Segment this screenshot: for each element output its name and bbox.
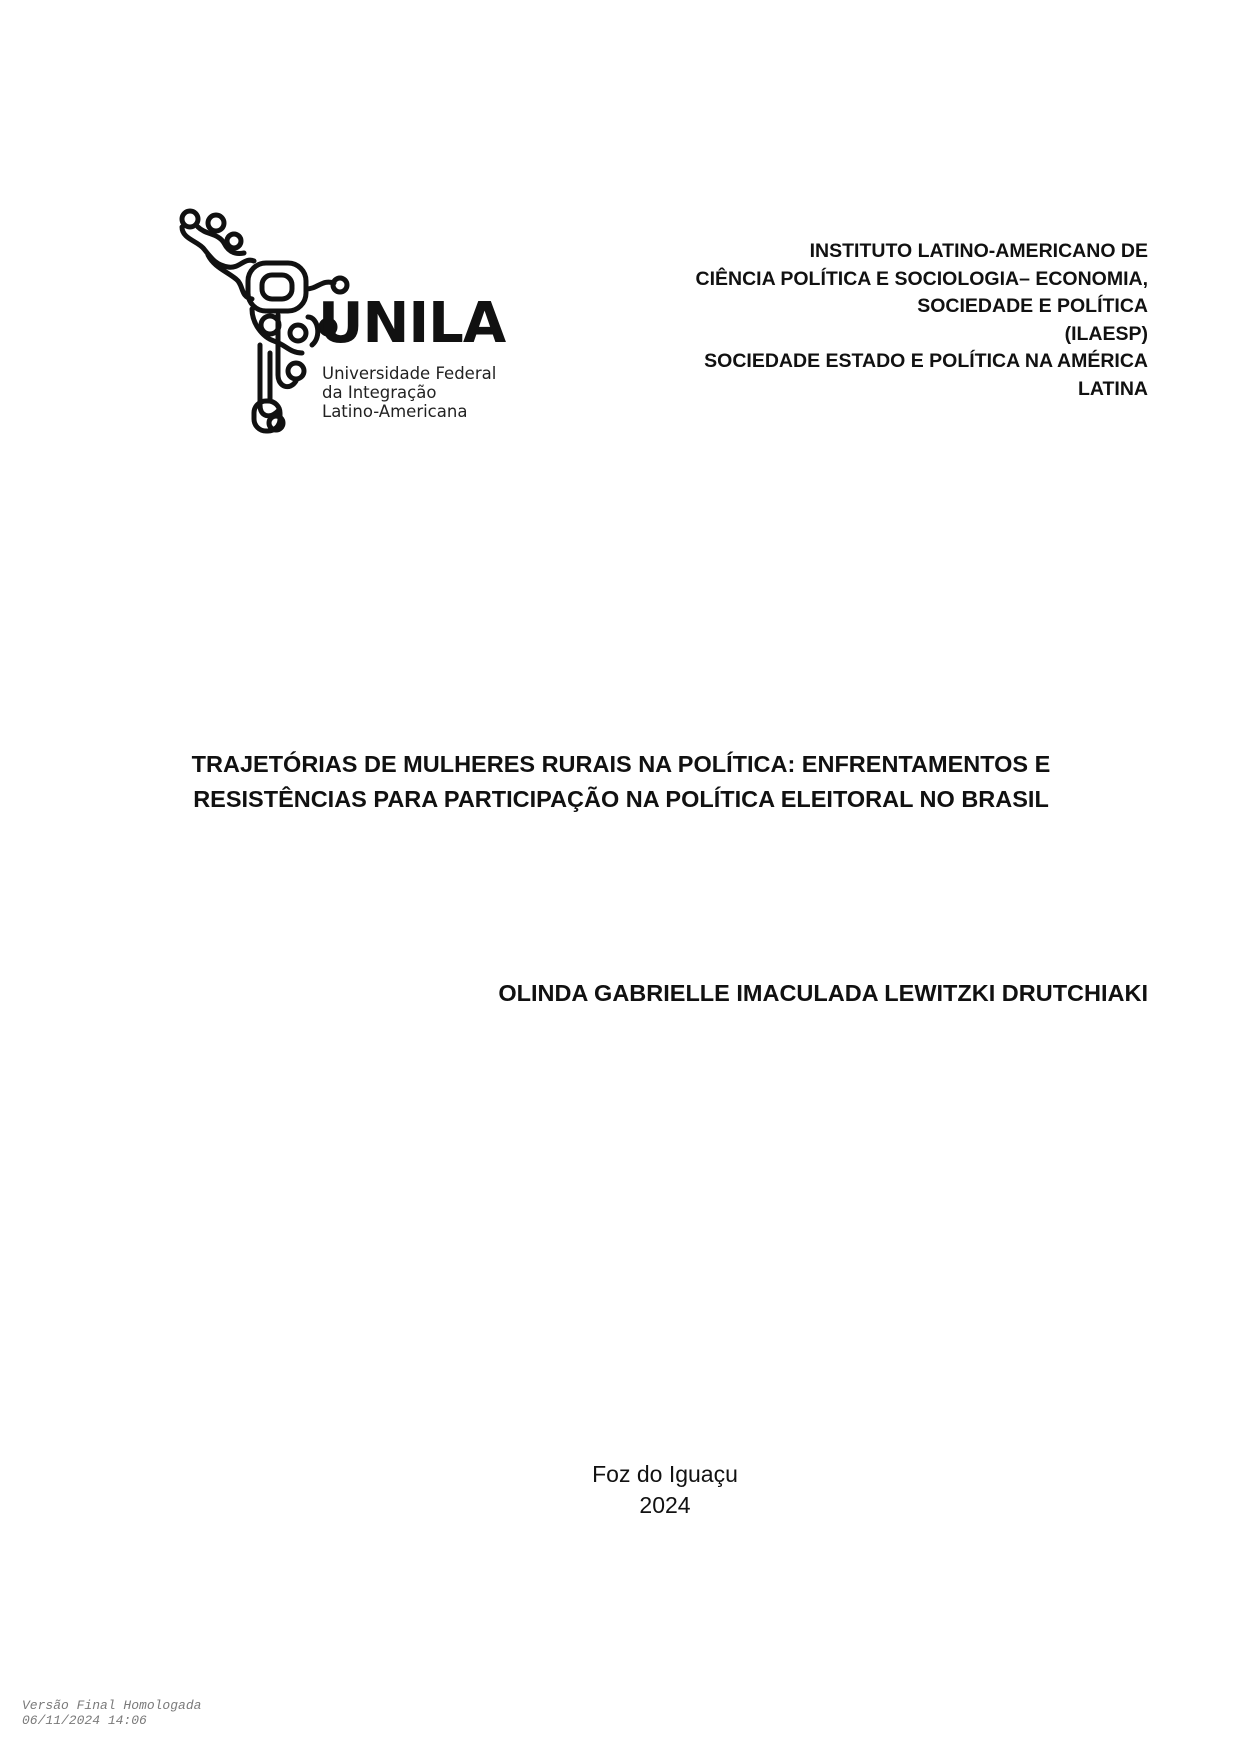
thesis-title [120,747,1122,817]
year: 2024 [639,1492,691,1518]
thesis-title-line: TRAJETÓRIAS DE MULHERES RURAIS NA POLÍTICA: ENFRENTAMENTOS E [191,751,1051,777]
institution-line: CIÊNCIA POLÍTICA E SOCIOLOGIA– ECONOMIA, [695,267,1148,290]
stamp-line: Versão Final Homologada [22,1698,202,1713]
institution-line: SOCIEDADE ESTADO E POLÍTICA NA AMÉRICA [704,350,1148,372]
stamp-timestamp: 06/11/2024 14:06 [22,1713,147,1728]
homologation-stamp [22,1698,201,1728]
place: Foz do Iguaçu [592,1461,738,1487]
author-name: OLINDA GABRIELLE IMACULADA LEWITZKI DRUTCHIAKI [498,980,1148,1006]
logo-subtitle-line: Latino-Americana [322,402,468,421]
institution-line: (ILAESP) [1064,322,1148,345]
place-and-year [0,1459,1242,1521]
logo-subtitle-line: Universidade Federal [322,364,497,383]
thesis-title-line: RESISTÊNCIAS PARA PARTICIPAÇÃO NA POLÍTICA ELEITORAL NO BRASIL [193,786,1049,812]
logo-subtitle-line: da Integração [322,383,437,402]
institution-line: SOCIEDADE E POLÍTICA [917,295,1148,317]
institution-line: INSTITUTO LATINO-AMERICANO DE [809,240,1148,262]
institution-line: LATINA [1077,377,1148,400]
institution-header [588,238,1148,403]
logo-wordmark: UNILA [318,291,506,356]
logo-subtitle [322,364,496,421]
